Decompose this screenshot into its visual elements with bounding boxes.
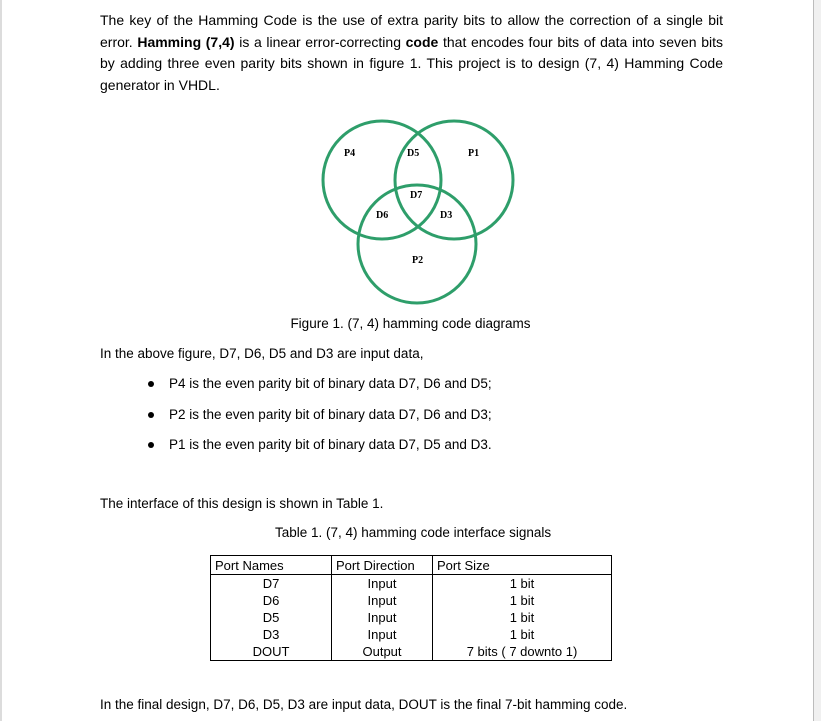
bullet-item-p4 — [148, 375, 492, 406]
interface-table — [210, 555, 612, 661]
bullet-dot-icon — [148, 412, 154, 418]
table-row — [211, 643, 612, 661]
cell-port-size: 1 bit — [433, 592, 612, 609]
intro-text-4: is a linear error-correcting — [234, 33, 406, 50]
intro-paragraph — [100, 10, 723, 96]
cell-port-name: D6 — [211, 592, 332, 609]
label-d6: D6 — [376, 210, 389, 221]
table-row — [211, 592, 612, 609]
interface-text: The interface of this design is shown in Table 1. — [100, 496, 384, 511]
venn-diagram — [310, 100, 530, 305]
cell-port-size: 7 bits ( 7 downto 1) — [433, 643, 612, 661]
table-caption: Table 1. (7, 4) hamming code interface signals — [275, 525, 552, 540]
cell-port-direction: Output — [332, 643, 433, 661]
bullet-item-p1 — [148, 436, 492, 467]
header-port-size: Port Size — [433, 556, 612, 575]
label-d3: D3 — [440, 210, 453, 221]
bullet-text: P2 is the even parity bit of binary data D7, D6 and D3; — [169, 406, 492, 422]
cell-port-direction: Input — [332, 575, 433, 593]
figure-caption — [0, 316, 821, 331]
cell-port-direction: Input — [332, 609, 433, 626]
cell-port-name: D7 — [211, 575, 332, 593]
label-p4: P4 — [344, 148, 356, 159]
cell-port-name: D3 — [211, 626, 332, 643]
cell-port-direction: Input — [332, 592, 433, 609]
bullet-dot-icon — [148, 442, 154, 448]
circle-p4 — [323, 121, 441, 239]
intro-text-6: that encodes four bits of data into seven bits by adding three even parity bits shown in figure 1. This project is to design (7, 4) Hamming Code generator in VHDL. — [100, 33, 723, 93]
label-d5: D5 — [407, 148, 420, 159]
figure-caption-text: Figure 1. (7, 4) hamming code diagrams — [290, 316, 531, 331]
cell-port-name: D5 — [211, 609, 332, 626]
table-header-row — [211, 556, 612, 575]
circle-p2 — [358, 185, 476, 303]
parity-bullet-list — [148, 375, 492, 467]
bullet-item-p2 — [148, 406, 492, 437]
intro-text-1: The key of — [100, 12, 174, 28]
circle-p1 — [395, 121, 513, 239]
final-design-text: In the final design, D7, D6, D5, D3 are input data, DOUT is the final 7-bit hamming code. — [100, 697, 628, 712]
header-port-direction: Port Direction — [332, 556, 433, 575]
table-row — [211, 626, 612, 643]
table-row — [211, 609, 612, 626]
cell-port-size: 1 bit — [433, 609, 612, 626]
cell-port-size: 1 bit — [433, 575, 612, 593]
cell-port-size: 1 bit — [433, 626, 612, 643]
intro-bold-code: code — [405, 33, 439, 50]
bullet-text: P1 is the even parity bit of binary data D7, D5 and D3. — [169, 437, 492, 452]
bullet-text: P4 is the even parity bit of binary data D7, D6 and D5; — [169, 376, 492, 391]
label-p1: P1 — [468, 148, 480, 159]
above-figure-text: In the above figure, D7, D6, D5 and D3 are input data, — [100, 346, 424, 361]
label-p2: P2 — [412, 255, 424, 266]
intro-bold-hamming: Hamming (7,4) — [137, 33, 235, 50]
label-d7: D7 — [410, 190, 423, 201]
cell-port-direction: Input — [332, 626, 433, 643]
bullet-dot-icon — [148, 381, 154, 387]
page-left-edge — [0, 0, 2, 721]
table-row — [211, 575, 612, 593]
scrollbar-track[interactable] — [813, 0, 821, 721]
header-port-names: Port Names — [211, 556, 332, 575]
cell-port-name: DOUT — [211, 643, 332, 661]
intro-text-2: the Hamming Code is the use of extra parity bits to allow the correction of a single bit error. — [100, 12, 723, 50]
